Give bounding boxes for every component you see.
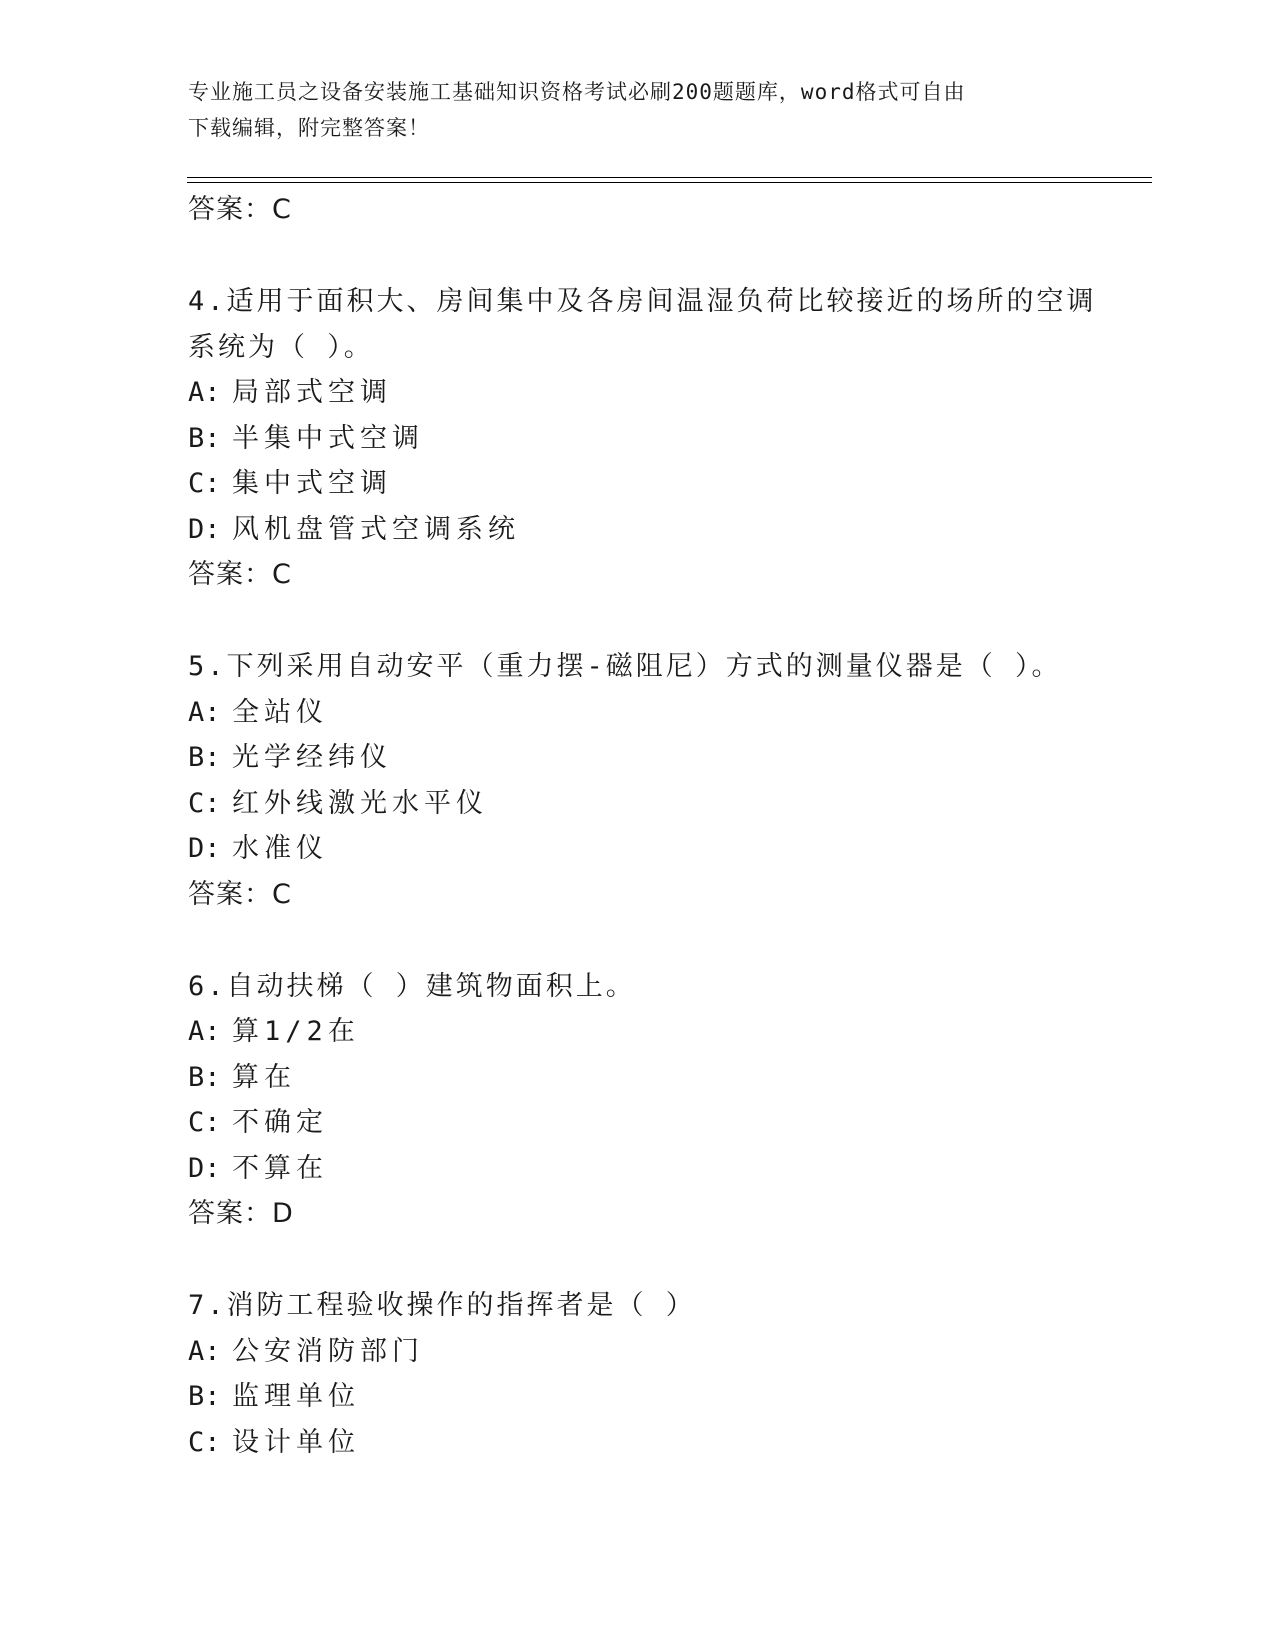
option-letter: B: — [188, 742, 221, 773]
option-letter: D: — [188, 1152, 221, 1184]
answer: 答案：C — [188, 559, 292, 590]
option-a — [188, 370, 1088, 416]
option-a — [188, 1329, 1088, 1375]
option-c — [188, 1420, 1088, 1466]
option-text: 集中式空调 — [232, 468, 392, 499]
question-stem: 7.消防工程验收操作的指挥者是（ ） — [188, 1290, 696, 1321]
option-letter: D: — [188, 833, 221, 864]
option-letter: A: — [188, 696, 221, 728]
option-c — [188, 781, 1088, 827]
option-letter: B: — [188, 422, 221, 454]
option-text: 公安消防部门 — [232, 1335, 424, 1367]
option-c — [188, 461, 1088, 507]
option-d — [188, 507, 1088, 553]
option-text: 算在 — [232, 1061, 296, 1093]
question-stem: 6.自动扶梯（ ）建筑物面积上。 — [188, 970, 636, 1002]
document-body — [188, 187, 1097, 1465]
header-line-2: 下载编辑，附完整答案！ — [188, 116, 430, 140]
option-text: 不确定 — [232, 1107, 328, 1138]
option-letter: D: — [188, 513, 221, 545]
question-7 — [188, 1283, 1088, 1465]
option-letter: A: — [188, 1335, 221, 1367]
question-stem-continued: 系统为（ ）。 — [188, 331, 374, 363]
option-d — [188, 826, 1088, 872]
option-a — [188, 690, 1088, 736]
option-letter: C: — [188, 1426, 221, 1458]
option-b — [188, 1055, 1088, 1101]
option-letter: A: — [188, 1016, 221, 1047]
header-line-1: 专业施工员之设备安装施工基础知识资格考试必刷200题题库，word格式可自由 — [188, 80, 966, 104]
header-divider-top — [187, 177, 1152, 178]
question-4 — [188, 279, 1097, 598]
option-letter: C: — [188, 468, 221, 499]
option-text: 半集中式空调 — [232, 422, 424, 454]
option-text: 红外线激光水平仪 — [232, 787, 488, 819]
option-b — [188, 416, 1088, 462]
question-stem: 4.适用于面积大、房间集中及各房间温湿负荷比较接近的场所的空调 — [188, 286, 1097, 317]
option-text: 设计单位 — [232, 1426, 360, 1458]
option-letter: A: — [188, 377, 221, 408]
option-c — [188, 1100, 1088, 1146]
option-text: 不算在 — [232, 1152, 328, 1184]
previous-answer: 答案：C — [188, 194, 292, 225]
option-text: 光学经纬仪 — [232, 742, 392, 773]
answer: 答案：C — [188, 878, 292, 910]
option-letter: C: — [188, 787, 221, 819]
answer: 答案：D — [188, 1198, 294, 1229]
option-b — [188, 735, 1088, 781]
option-letter: B: — [188, 1381, 221, 1412]
option-text: 水准仪 — [232, 833, 328, 864]
option-a — [188, 1009, 1088, 1055]
header-divider-bottom — [187, 182, 1152, 183]
option-text: 全站仪 — [232, 696, 328, 728]
page-header — [188, 74, 1088, 146]
option-d — [188, 1146, 1088, 1192]
option-b — [188, 1374, 1088, 1420]
option-letter: C: — [188, 1107, 221, 1138]
question-5 — [188, 644, 1088, 918]
option-text: 算1/2在 — [232, 1016, 360, 1047]
option-letter: B: — [188, 1061, 221, 1093]
question-stem: 5.下列采用自动安平（重力摆-磁阻尼）方式的测量仪器是（ ）。 — [188, 651, 1062, 682]
option-text: 局部式空调 — [232, 377, 392, 408]
option-text: 监理单位 — [232, 1381, 360, 1412]
option-text: 风机盘管式空调系统 — [232, 513, 520, 545]
question-6 — [188, 964, 1088, 1238]
